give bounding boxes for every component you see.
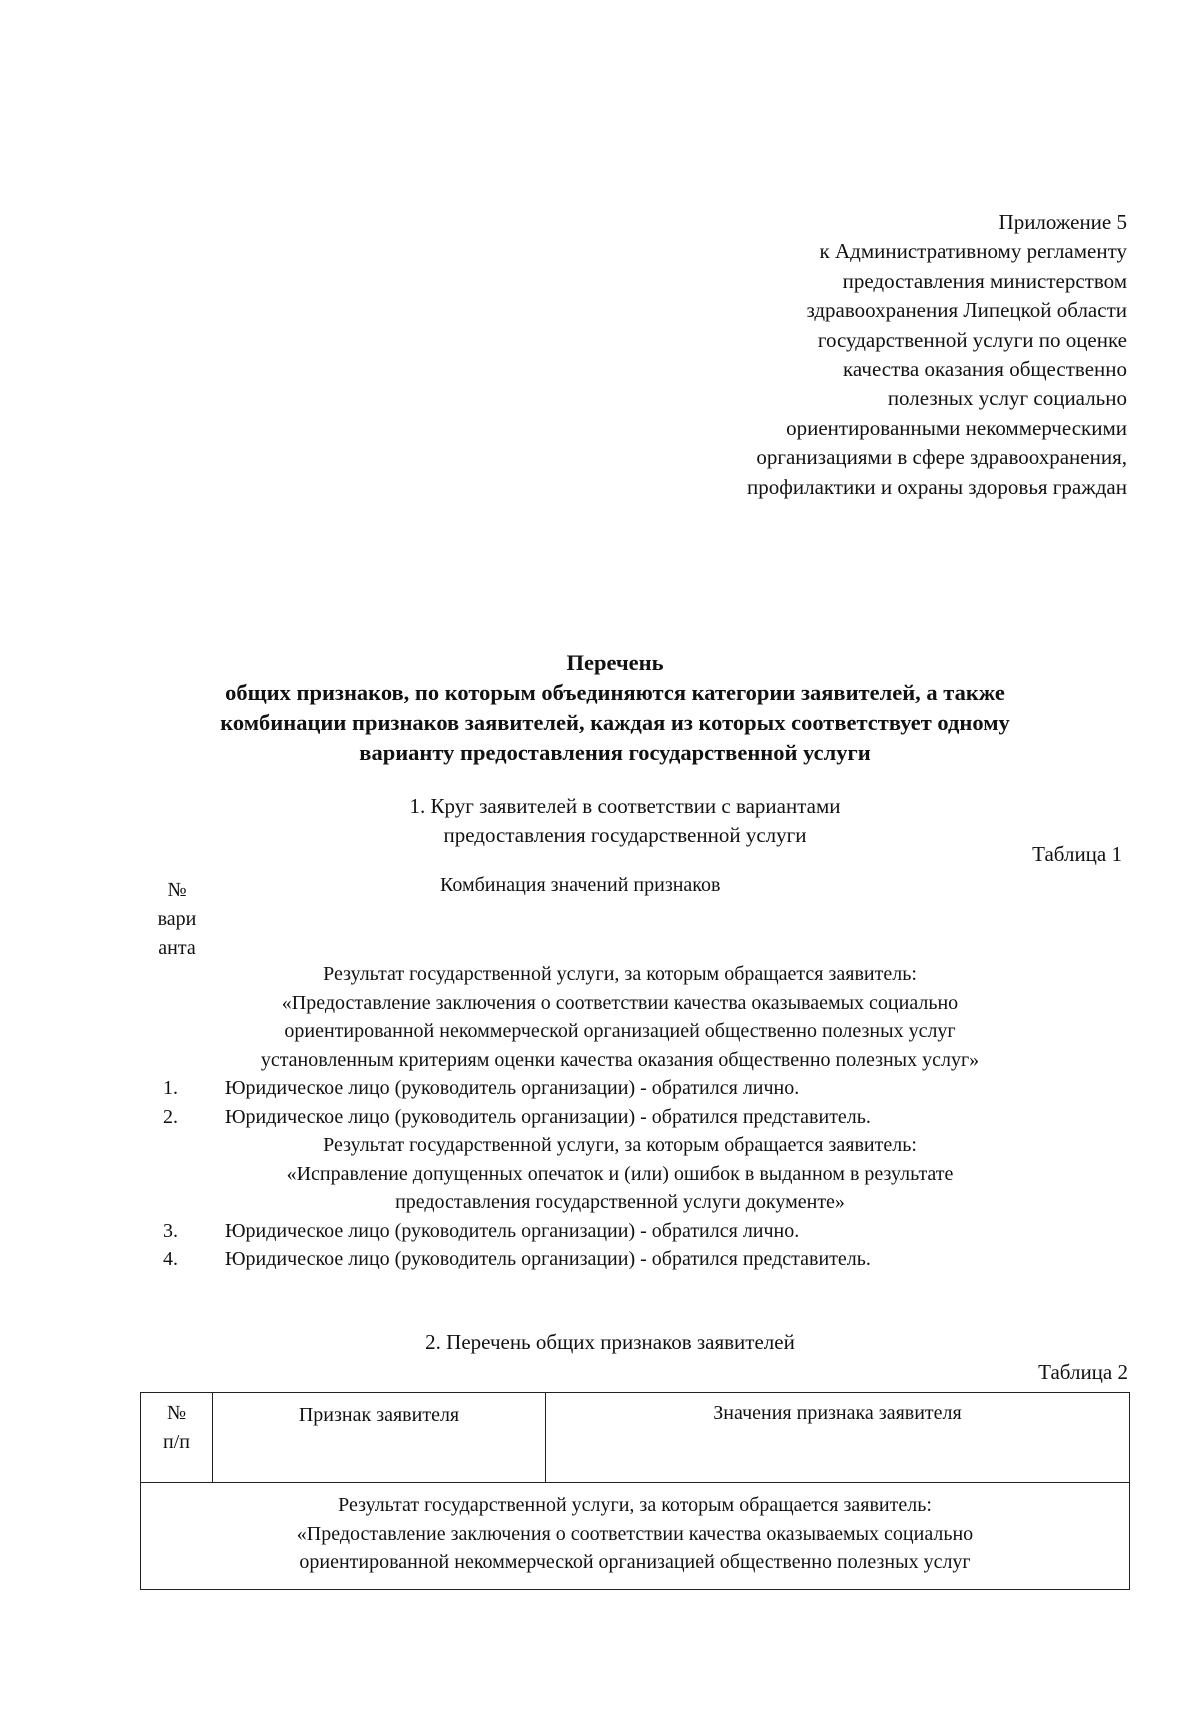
col-number-line: № [166, 1402, 187, 1424]
group1-heading [155, 960, 1085, 1074]
table2 [140, 1392, 1130, 1590]
table-row [155, 1217, 1085, 1246]
table2-group-row [141, 1483, 1130, 1590]
row-number: 4. [163, 1248, 178, 1270]
table-row [155, 1074, 1085, 1103]
title-line: комбинации признаков заявителей, каждая из которых соответствует одному [220, 710, 1010, 735]
table2-col-values-header: Значения признака заявителя [546, 1393, 1130, 1483]
appendix-line: профилактики и охраны здоровья граждан [747, 474, 1127, 499]
table2-header-row [141, 1393, 1130, 1483]
appendix-line: к Административному регламенту [819, 239, 1127, 264]
appendix-line: предоставления министерством [842, 268, 1127, 293]
table1-label: Таблица 1 [1032, 842, 1122, 866]
group-heading-line: ориентированной некоммерческой организацией общественно полезных услуг [299, 1551, 971, 1573]
col-number-line: вари [157, 908, 197, 930]
col-number-line: анта [158, 937, 196, 959]
title-line: Перечень [566, 650, 664, 675]
group-heading-line: «Исправление допущенных опечаток и (или) ошибок в выданном в результате [286, 1162, 954, 1185]
appendix-line: государственной услуги по оценке [817, 327, 1127, 352]
table-row [155, 1245, 1085, 1274]
appendix-line: Приложение 5 [998, 210, 1127, 234]
section1-heading-line: 1. Круг заявителей в соответствии с вариантами [409, 794, 841, 818]
appendix-line: здравоохранения Липецкой области [806, 298, 1127, 323]
table2-col-number-header [141, 1393, 213, 1483]
section1-heading-line: предоставления государственной услуги [443, 823, 807, 847]
section1-heading [300, 792, 950, 850]
row-number: 2. [163, 1105, 178, 1128]
col-number-line: № [167, 879, 187, 901]
title-line: варианту предоставления государственной услуги [359, 740, 871, 765]
row-number: 3. [163, 1219, 178, 1242]
table1-body [155, 960, 1085, 1274]
table2-col-feature-header: Признак заявителя [213, 1393, 546, 1483]
section2-heading: 2. Перечень общих признаков заявителей [425, 1330, 795, 1354]
group-heading-line: «Предоставление заключения о соответствии качества оказываемых социально [296, 1522, 974, 1545]
row-text: Юридическое лицо (руководитель организации) - обратился представитель. [225, 1105, 871, 1128]
appendix-line: полезных услуг социально [887, 386, 1127, 411]
title-line: общих признаков, по которым объединяются категории заявителей, а также [225, 680, 1005, 705]
row-text: Юридическое лицо (руководитель организации) - обратился лично. [225, 1219, 800, 1242]
group-heading-line: Результат государственной услуги, за которым обращается заявитель: [323, 963, 917, 985]
group-heading-line: «Предоставление заключения о соответствии качества оказываемых социально [281, 991, 959, 1014]
col-number-line: п/п [163, 1430, 190, 1453]
group-heading-line: Результат государственной услуги, за которым обращается заявитель: [323, 1134, 917, 1156]
table-row [155, 1103, 1085, 1132]
group-heading-line: установленным критериям оценки качества оказания общественно полезных услуг» [260, 1048, 980, 1071]
row-number: 1. [163, 1077, 178, 1099]
table1-col-number-header [132, 876, 222, 963]
group2-heading [155, 1131, 1085, 1217]
group-heading-line: предоставления государственной услуги документе» [395, 1191, 845, 1213]
table1-col-combination-header: Комбинация значений признаков [440, 874, 721, 896]
group-heading-line: Результат государственной услуги, за которым обращается заявитель: [338, 1494, 932, 1516]
appendix-header [567, 208, 1127, 502]
row-text: Юридическое лицо (руководитель организации) - обратился представитель. [225, 1248, 871, 1270]
appendix-line: качества оказания общественно [843, 357, 1127, 382]
table2-label: Таблица 2 [1038, 1360, 1128, 1384]
table2-group-cell [141, 1483, 1130, 1590]
appendix-line: организациями в сфере здравоохранения, [756, 445, 1127, 470]
appendix-line: ориентированными некоммерческими [786, 415, 1127, 440]
document-title [120, 648, 1110, 768]
row-text: Юридическое лицо (руководитель организации) - обратился лично. [225, 1077, 800, 1099]
group-heading-line: ориентированной некоммерческой организацией общественно полезных услуг [284, 1020, 956, 1042]
